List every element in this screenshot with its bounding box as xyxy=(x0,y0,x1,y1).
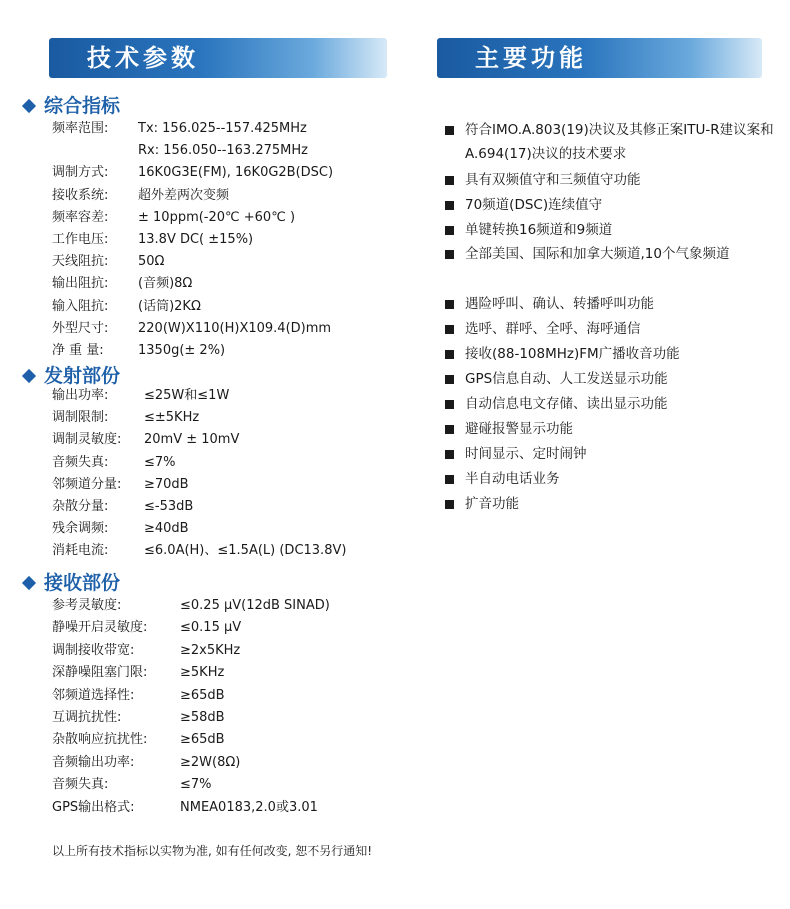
section-tx-title: 发射部份 xyxy=(44,365,121,387)
spec-label: 调制方式: xyxy=(52,165,109,181)
function-item xyxy=(445,193,775,217)
spec-value: ≤±5KHz xyxy=(144,410,200,426)
spec-value: ≥65dB xyxy=(180,687,225,703)
spec-label: 邻频道分量: xyxy=(52,476,122,492)
spec-label: 参考灵敏度: xyxy=(52,598,122,613)
spec-value: ± 10ppm(-20℃ +60℃ ) xyxy=(138,209,296,225)
spec-value: 超外差两次变频 xyxy=(138,187,230,203)
spec-value: NMEA0183,2.0或3.01 xyxy=(180,799,318,815)
spec-value: 220(W)X110(H)X109.4(D)mm xyxy=(138,320,332,336)
function-item xyxy=(445,367,775,391)
spec-value: ≤7% xyxy=(180,777,212,793)
spec-value: Rx: 156.050--163.275MHz xyxy=(138,143,308,159)
square-bullet-icon xyxy=(445,201,454,210)
square-bullet-icon xyxy=(445,375,454,384)
function-text: 避碰报警显示功能 xyxy=(465,421,573,437)
function-item xyxy=(445,342,775,366)
spec-label: 输入阻抗: xyxy=(52,298,109,314)
function-text: 接收(88-108MHz)FM广播收音功能 xyxy=(465,346,680,362)
spec-label: 输出阻抗: xyxy=(52,276,109,292)
function-text: 遇险呼叫、确认、转播呼叫功能 xyxy=(465,296,654,312)
footnote: 以上所有技术指标以实物为准, 如有任何改变, 恕不另行通知! xyxy=(52,844,373,858)
spec-label: 工作电压: xyxy=(52,232,109,247)
function-text: 全部美国、国际和加拿大频道,10个气象频道 xyxy=(465,246,730,262)
function-text: 选呼、群呼、全呼、海呼通信 xyxy=(465,321,641,337)
spec-value: ≤6.0A(H)、≤1.5A(L) (DC13.8V) xyxy=(144,543,347,559)
function-item xyxy=(445,118,775,166)
spec-label: 频率范围: xyxy=(52,121,109,136)
spec-value: ≥5KHz xyxy=(180,665,225,681)
spec-label: 调制接收带宽: xyxy=(52,642,135,658)
function-text: 半自动电话业务 xyxy=(465,471,560,487)
spec-label: 残余调频: xyxy=(52,521,109,537)
square-bullet-icon xyxy=(445,350,454,359)
spec-label: 接收系统: xyxy=(52,187,109,203)
square-bullet-icon xyxy=(445,250,454,259)
function-text: 符合IMO.A.803(19)决议及其修正案ITU-R建议案和A.694(17)决议的技术要求 xyxy=(465,122,774,162)
spec-value: ≤0.15 μV xyxy=(180,620,242,636)
spec-label: 净 重 量: xyxy=(52,343,104,358)
spec-label: 天线阻抗: xyxy=(52,254,109,270)
spec-label: 杂散响应抗扰性: xyxy=(52,732,148,748)
section-rx-title: 接收部份 xyxy=(44,572,121,594)
spec-value: ≥58dB xyxy=(180,710,225,725)
square-bullet-icon xyxy=(445,425,454,434)
spec-label: 频率容差: xyxy=(52,209,109,225)
square-bullet-icon xyxy=(445,500,454,509)
square-bullet-icon xyxy=(445,300,454,309)
function-text: 时间显示、定时闹钟 xyxy=(465,446,587,462)
spec-label: 邻频道选择性: xyxy=(52,687,135,703)
function-item xyxy=(445,292,775,316)
spec-value: ≥2x5KHz xyxy=(180,642,241,658)
spec-label: 音频失真: xyxy=(52,777,109,793)
main-functions-banner: 主要功能 xyxy=(437,38,762,78)
spec-label: 外型尺寸: xyxy=(52,320,109,336)
diamond-bullet-icon xyxy=(22,368,36,382)
spec-value: (话筒)2KΩ xyxy=(138,298,201,314)
spec-label: 音频失真: xyxy=(52,454,109,470)
spec-value: 16K0G3E(FM), 16K0G2B(DSC) xyxy=(138,165,334,181)
square-bullet-icon xyxy=(445,475,454,484)
spec-label: 深静噪阻塞门限: xyxy=(52,665,148,681)
spec-label: 输出功率: xyxy=(52,388,109,403)
spec-value: Tx: 156.025--157.425MHz xyxy=(138,121,307,136)
spec-value: ≤25W和≤1W xyxy=(144,388,230,403)
spec-value: ≥2W(8Ω) xyxy=(180,754,241,770)
section-general-heading xyxy=(20,93,120,119)
spec-value: ≤7% xyxy=(144,454,176,470)
spec-label: 静噪开启灵敏度: xyxy=(52,620,148,636)
function-item xyxy=(445,442,775,466)
tech-params-banner: 技术参数 xyxy=(49,38,387,78)
spec-label: 消耗电流: xyxy=(52,543,109,559)
spec-label: 互调抗扰性: xyxy=(52,710,122,725)
function-item xyxy=(445,242,775,266)
spec-label: GPS输出格式: xyxy=(52,799,135,815)
diamond-bullet-icon xyxy=(22,575,36,589)
spec-value: ≤-53dB xyxy=(144,499,194,514)
square-bullet-icon xyxy=(445,126,454,135)
function-text: GPS信息自动、人工发送显示功能 xyxy=(465,371,668,387)
function-item xyxy=(445,218,775,242)
function-item xyxy=(445,417,775,441)
spec-value: 50Ω xyxy=(138,254,165,270)
function-text: 70频道(DSC)连续值守 xyxy=(465,197,603,213)
spec-value: ≥40dB xyxy=(144,521,189,537)
function-text: 单键转换16频道和9频道 xyxy=(465,222,613,238)
square-bullet-icon xyxy=(445,176,454,185)
spec-label: 调制灵敏度: xyxy=(52,432,122,448)
square-bullet-icon xyxy=(445,450,454,459)
function-text: 自动信息电文存储、读出显示功能 xyxy=(465,396,668,412)
function-item xyxy=(445,317,775,341)
function-item xyxy=(445,392,775,416)
spec-label: 音频输出功率: xyxy=(52,754,135,770)
square-bullet-icon xyxy=(445,400,454,409)
spec-value: 20mV ± 10mV xyxy=(144,432,240,448)
spec-value: ≥65dB xyxy=(180,732,225,748)
spec-value: ≤0.25 μV(12dB SINAD) xyxy=(180,598,330,613)
diamond-bullet-icon xyxy=(22,98,36,112)
function-item xyxy=(445,168,775,192)
function-item xyxy=(445,467,775,491)
function-text: 具有双频值守和三频值守功能 xyxy=(465,172,641,188)
section-general-title: 综合指标 xyxy=(44,95,121,117)
section-rx-heading xyxy=(20,570,120,596)
function-text: 扩音功能 xyxy=(465,496,519,512)
square-bullet-icon xyxy=(445,325,454,334)
spec-label: 调制限制: xyxy=(52,410,109,426)
spec-value: 1350g(± 2%) xyxy=(138,343,226,358)
spec-value: (音频)8Ω xyxy=(138,276,193,292)
function-item xyxy=(445,492,775,516)
spec-label: 杂散分量: xyxy=(52,499,109,514)
spec-value: 13.8V DC( ±15%) xyxy=(138,232,254,247)
spec-value: ≥70dB xyxy=(144,476,189,492)
square-bullet-icon xyxy=(445,226,454,235)
